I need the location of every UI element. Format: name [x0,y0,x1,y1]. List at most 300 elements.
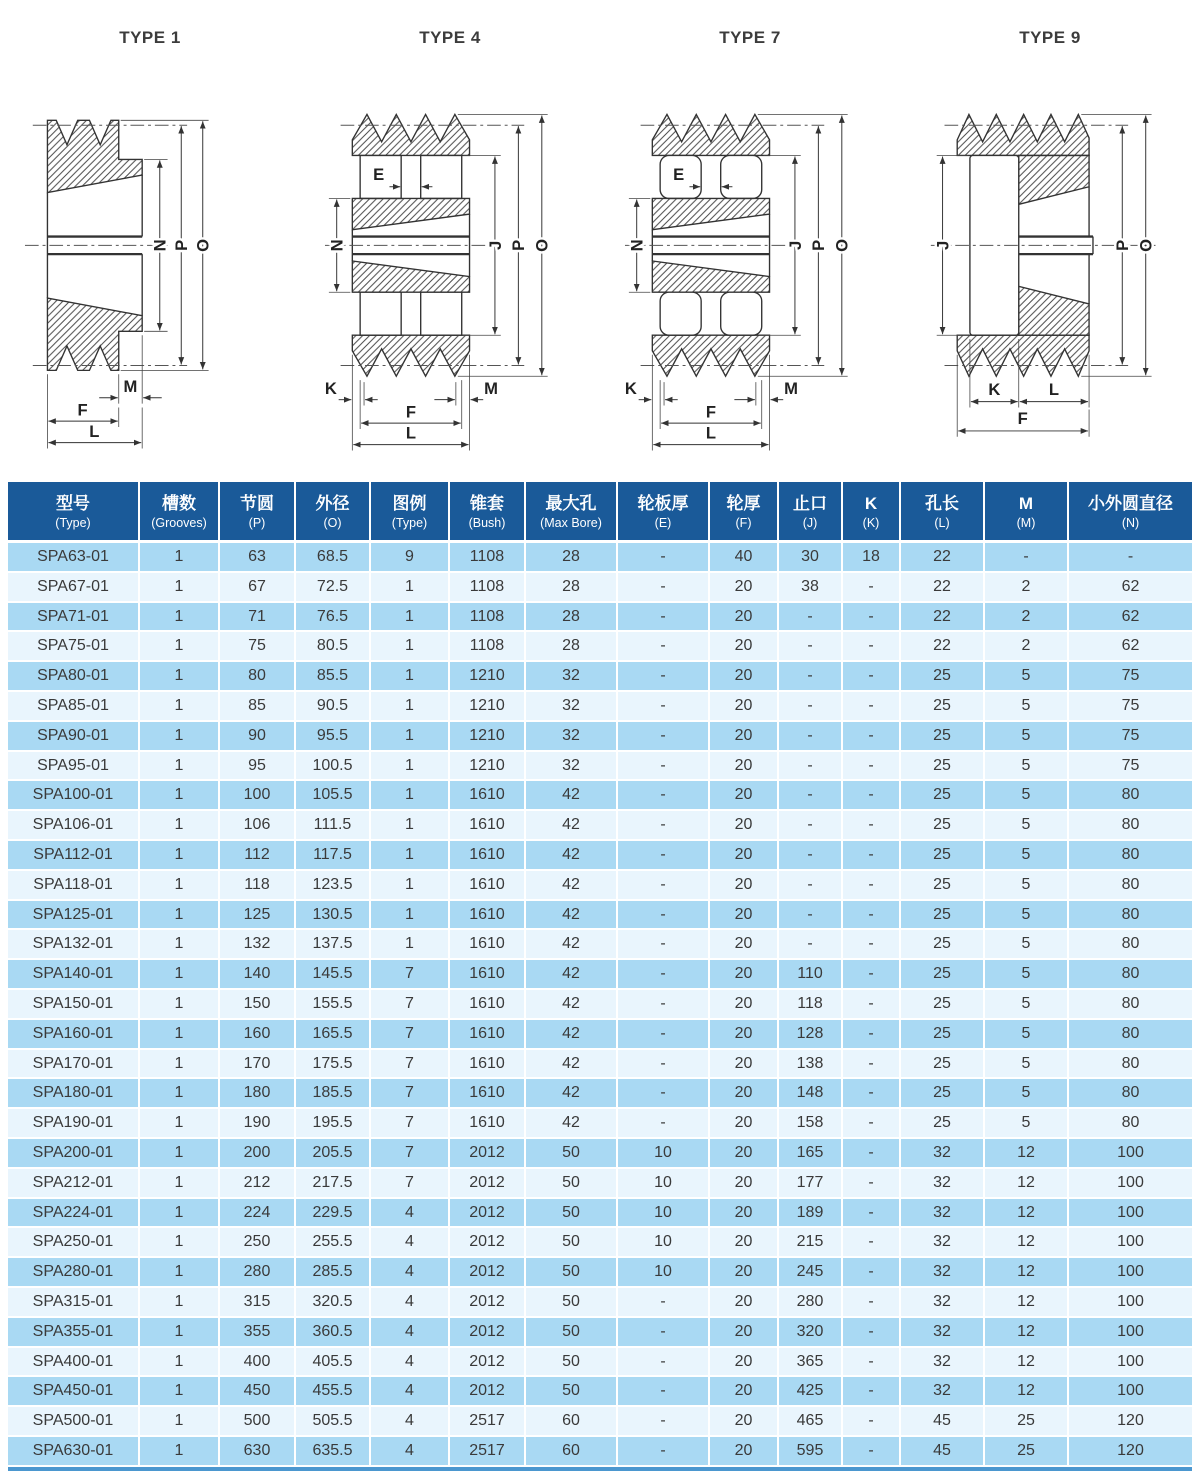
table-cell: 224 [220,1199,296,1229]
table-cell: 400 [220,1348,296,1378]
table-cell: - [618,960,710,990]
col-header-m: M (M) [985,482,1069,543]
table-cell: 5 [985,1079,1069,1109]
spec-table-body [8,543,1192,1467]
table-cell: 100 [1069,1258,1192,1288]
table-cell: 1610 [450,1079,526,1109]
table-cell: - [843,871,901,901]
table-cell: 1210 [450,692,526,722]
table-cell: 20 [710,662,779,692]
table-cell: 40 [710,543,779,573]
table-row [8,1199,1192,1229]
table-cell: 1210 [450,752,526,782]
table-cell: 1 [140,722,220,752]
table-cell: 1 [140,1258,220,1288]
table-cell: 2 [985,632,1069,662]
table-cell: 90 [220,722,296,752]
table-cell: 200 [220,1139,296,1169]
table-cell: 32 [526,752,618,782]
table-cell: 100 [220,781,296,811]
diagram-title: TYPE 7 [719,28,781,47]
table-cell: - [779,901,843,931]
table-cell: 45 [901,1437,985,1467]
table-cell: - [618,841,710,871]
table-cell: 2012 [450,1288,526,1318]
table-cell: 190 [220,1109,296,1139]
table-cell: 1 [140,1109,220,1139]
col-header-max-bore: 最大孔 (Max Bore) [526,482,618,543]
table-cell: 1 [371,603,450,633]
table-cell: SPA118-01 [8,871,140,901]
table-cell: 123.5 [296,871,371,901]
table-cell: 112 [220,841,296,871]
table-cell: 20 [710,603,779,633]
table-cell: - [843,752,901,782]
diagram-title: TYPE 1 [119,28,181,47]
table-cell: SPA190-01 [8,1109,140,1139]
table-cell: 42 [526,901,618,931]
col-header-grooves: 槽数 (Grooves) [140,482,220,543]
table-cell: 5 [985,811,1069,841]
table-cell: 75 [1069,752,1192,782]
table-cell: 1610 [450,781,526,811]
table-cell: 95 [220,752,296,782]
table-cell: - [843,573,901,603]
table-cell: 12 [985,1228,1069,1258]
spec-table-header [8,482,1192,543]
table-cell: - [843,1318,901,1348]
table-cell: SPA85-01 [8,692,140,722]
table-cell: 60 [526,1407,618,1437]
table-cell: - [618,1437,710,1467]
table-cell: 1 [140,1139,220,1169]
diagram-strip [0,0,1200,482]
table-cell: 280 [779,1288,843,1318]
table-cell: 4 [371,1407,450,1437]
table-cell: 1 [140,1318,220,1348]
table-cell: 10 [618,1199,710,1229]
table-cell: 450 [220,1377,296,1407]
table-cell: - [618,1020,710,1050]
table-cell: 1 [140,662,220,692]
table-row [8,930,1192,960]
table-cell: 4 [371,1377,450,1407]
table-cell: - [843,781,901,811]
table-cell: 132 [220,930,296,960]
table-cell: 1 [140,632,220,662]
table-cell: 1610 [450,960,526,990]
table-cell: 1610 [450,1020,526,1050]
table-cell: 138 [779,1050,843,1080]
table-cell: SPA315-01 [8,1288,140,1318]
table-cell: 1 [140,1437,220,1467]
dim-label-o: O [193,238,213,252]
dim-label-j: J [485,240,505,250]
dim-label-e: E [373,164,385,184]
table-cell: 80 [1069,811,1192,841]
dim-label-l: L [89,421,100,441]
table-cell: SPA125-01 [8,901,140,931]
table-cell: 12 [985,1288,1069,1318]
table-cell: 20 [710,1377,779,1407]
table-cell: 1 [140,543,220,573]
table-row [8,871,1192,901]
col-header-pitch-dia: 节圆 (P) [220,482,296,543]
table-cell: 120 [1069,1407,1192,1437]
table-cell: 62 [1069,573,1192,603]
table-cell: 5 [985,1020,1069,1050]
table-cell: 1108 [450,543,526,573]
table-cell: 105.5 [296,781,371,811]
type7-drawing [610,50,890,470]
table-cell: 1610 [450,811,526,841]
table-cell: 25 [901,901,985,931]
table-cell: 25 [901,722,985,752]
table-cell: - [1069,543,1192,573]
table-cell: 137.5 [296,930,371,960]
table-row [8,603,1192,633]
table-cell: 177 [779,1169,843,1199]
table-cell: 405.5 [296,1348,371,1378]
table-cell: SPA106-01 [8,811,140,841]
table-cell: 1 [140,1288,220,1318]
table-cell: 229.5 [296,1199,371,1229]
table-cell: 1 [140,781,220,811]
diagram-type1 [0,24,300,482]
table-cell: 455.5 [296,1377,371,1407]
table-cell: 20 [710,1199,779,1229]
table-row [8,573,1192,603]
table-cell: 20 [710,930,779,960]
table-cell: SPA355-01 [8,1318,140,1348]
table-cell: 28 [526,632,618,662]
table-cell: 100 [1069,1348,1192,1378]
table-cell: 12 [985,1169,1069,1199]
table-cell: 63 [220,543,296,573]
table-cell: 1 [140,1020,220,1050]
table-cell: 148 [779,1079,843,1109]
table-cell: 205.5 [296,1139,371,1169]
table-cell: - [618,1288,710,1318]
table-cell: - [618,811,710,841]
table-cell: 20 [710,1169,779,1199]
table-row [8,1020,1192,1050]
table-cell: - [843,692,901,722]
dim-label-o: O [832,238,852,252]
table-cell: 50 [526,1169,618,1199]
table-row [8,632,1192,662]
table-cell: - [843,1258,901,1288]
table-cell: 20 [710,1318,779,1348]
table-cell: 12 [985,1139,1069,1169]
table-cell: 4 [371,1437,450,1467]
table-cell: SPA140-01 [8,960,140,990]
table-cell: 50 [526,1139,618,1169]
table-cell: 1 [140,841,220,871]
table-cell: 80 [1069,841,1192,871]
dim-label-p: P [809,239,829,251]
table-cell: SPA67-01 [8,573,140,603]
table-cell: 9 [371,543,450,573]
table-cell: 20 [710,1079,779,1109]
table-row [8,1109,1192,1139]
col-header-figure-type: 图例 (Type) [371,482,450,543]
table-cell: 32 [901,1377,985,1407]
table-cell: 500 [220,1407,296,1437]
dim-label-p: P [1113,239,1133,251]
dim-label-j: J [933,240,953,250]
table-cell: 22 [901,543,985,573]
table-cell: 505.5 [296,1407,371,1437]
table-cell: 180 [220,1079,296,1109]
table-cell: - [779,722,843,752]
table-cell: 20 [710,752,779,782]
table-cell: 1 [371,871,450,901]
table-cell: - [779,781,843,811]
table-cell: 7 [371,1109,450,1139]
table-cell: 42 [526,1020,618,1050]
table-cell: 42 [526,1079,618,1109]
table-cell: 25 [901,662,985,692]
table-cell: 4 [371,1348,450,1378]
table-cell: 32 [901,1258,985,1288]
table-row [8,811,1192,841]
table-cell: 2012 [450,1169,526,1199]
dim-label-f: F [405,402,417,422]
table-cell: 4 [371,1288,450,1318]
table-cell: 1 [140,871,220,901]
table-cell: 1 [140,1050,220,1080]
table-cell: 45 [901,1407,985,1437]
dim-label-p: P [172,239,192,251]
table-cell: 2012 [450,1348,526,1378]
table-cell: SPA212-01 [8,1169,140,1199]
table-cell: 20 [710,871,779,901]
table-row [8,752,1192,782]
table-cell: 1 [140,990,220,1020]
dim-label-p: P [509,239,529,251]
table-cell: 130.5 [296,901,371,931]
table-cell: 25 [901,1109,985,1139]
table-cell: 117.5 [296,841,371,871]
table-cell: 212 [220,1169,296,1199]
table-cell: 2012 [450,1139,526,1169]
table-cell: 20 [710,841,779,871]
table-cell: 20 [710,1437,779,1467]
table-cell: 20 [710,573,779,603]
table-cell: 2012 [450,1318,526,1348]
table-cell: SPA160-01 [8,1020,140,1050]
table-cell: 22 [901,573,985,603]
dim-label-k: K [988,379,1001,399]
table-cell: SPA80-01 [8,662,140,692]
table-cell: - [843,1050,901,1080]
table-cell: 118 [220,871,296,901]
table-cell: 120 [1069,1437,1192,1467]
table-cell: 42 [526,811,618,841]
col-header-web-thickness: 轮板厚 (E) [618,482,710,543]
table-cell: 1 [371,662,450,692]
table-cell: 5 [985,930,1069,960]
col-header-bore-length: 孔长 (L) [901,482,985,543]
table-cell: 1 [140,692,220,722]
table-cell: 80.5 [296,632,371,662]
table-cell: 32 [526,662,618,692]
table-cell: SPA71-01 [8,603,140,633]
table-cell: - [843,960,901,990]
dim-label-k: K [324,378,337,398]
table-cell: 100.5 [296,752,371,782]
table-cell: 250 [220,1228,296,1258]
table-cell: 50 [526,1377,618,1407]
table-row [8,1407,1192,1437]
diagram-title: TYPE 9 [1019,28,1081,47]
dim-label-f: F [1017,409,1028,429]
table-cell: 60 [526,1437,618,1467]
table-cell: 42 [526,930,618,960]
table-cell: - [618,1348,710,1378]
table-row [8,1318,1192,1348]
table-cell: 1108 [450,573,526,603]
table-cell: 320 [779,1318,843,1348]
table-cell: 145.5 [296,960,371,990]
table-row [8,1258,1192,1288]
table-cell: 80 [1069,1050,1192,1080]
table-cell: 1 [140,1377,220,1407]
table-row [8,722,1192,752]
table-cell: 10 [618,1139,710,1169]
table-cell: 50 [526,1228,618,1258]
table-cell: 32 [901,1348,985,1378]
table-cell: 38 [779,573,843,603]
dim-label-l: L [705,423,717,443]
table-cell: 7 [371,1050,450,1080]
table-cell: 4 [371,1199,450,1229]
table-cell: - [618,990,710,1020]
table-cell: 595 [779,1437,843,1467]
table-cell: 100 [1069,1377,1192,1407]
table-cell: 32 [901,1199,985,1229]
table-row [8,543,1192,573]
table-cell: 12 [985,1318,1069,1348]
dim-label-m: M [484,378,498,398]
table-cell: 20 [710,781,779,811]
table-cell: 1 [140,901,220,931]
table-cell: 80 [1069,1020,1192,1050]
table-cell: 189 [779,1199,843,1229]
table-row [8,692,1192,722]
table-cell: - [618,722,710,752]
table-cell: - [779,692,843,722]
table-cell: 1 [371,901,450,931]
table-cell: 32 [901,1228,985,1258]
table-cell: SPA63-01 [8,543,140,573]
table-cell: 25 [901,811,985,841]
table-cell: 2012 [450,1199,526,1229]
col-header-wheel-thickness: 轮厚 (F) [710,482,779,543]
table-cell: - [618,752,710,782]
table-cell: - [843,1169,901,1199]
table-cell: 170 [220,1050,296,1080]
table-cell: - [779,871,843,901]
table-cell: - [618,871,710,901]
table-cell: 95.5 [296,722,371,752]
table-cell: 12 [985,1258,1069,1288]
table-cell: 20 [710,811,779,841]
table-cell: 80 [1069,1079,1192,1109]
table-cell: 285.5 [296,1258,371,1288]
table-cell: - [779,662,843,692]
table-cell: 165.5 [296,1020,371,1050]
table-cell: SPA100-01 [8,781,140,811]
table-cell: 1610 [450,841,526,871]
table-cell: 50 [526,1318,618,1348]
table-cell: - [779,752,843,782]
table-cell: 25 [985,1407,1069,1437]
table-cell: 25 [901,692,985,722]
table-cell: SPA90-01 [8,722,140,752]
table-cell: SPA224-01 [8,1199,140,1229]
spec-table [8,482,1192,1467]
table-cell: - [843,901,901,931]
table-cell: 280 [220,1258,296,1288]
table-cell: 1 [140,603,220,633]
dim-label-n: N [150,239,170,252]
table-cell: 100 [1069,1139,1192,1169]
table-cell: - [843,990,901,1020]
table-cell: - [618,1377,710,1407]
dim-label-e: E [673,164,685,184]
table-cell: 20 [710,1407,779,1437]
diagram-type7 [600,24,900,482]
table-cell: 1210 [450,722,526,752]
table-cell: 50 [526,1348,618,1378]
table-cell: 25 [901,960,985,990]
table-cell: 7 [371,960,450,990]
table-bottom-border [8,1467,1192,1471]
table-cell: - [843,1288,901,1318]
table-cell: 42 [526,990,618,1020]
table-cell: 25 [901,871,985,901]
table-cell: - [843,1139,901,1169]
table-cell: 76.5 [296,603,371,633]
table-cell: 25 [901,841,985,871]
table-cell: 1 [371,841,450,871]
table-cell: - [618,632,710,662]
table-cell: 125 [220,901,296,931]
table-cell: - [618,662,710,692]
table-cell: - [985,543,1069,573]
table-cell: - [843,1199,901,1229]
table-cell: SPA75-01 [8,632,140,662]
table-cell: 158 [779,1109,843,1139]
table-cell: SPA180-01 [8,1079,140,1109]
table-cell: 1610 [450,901,526,931]
dim-label-l: L [1048,379,1059,399]
table-cell: 25 [901,930,985,960]
table-cell: - [618,692,710,722]
table-cell: 50 [526,1288,618,1318]
table-cell: 1610 [450,871,526,901]
dim-label-k: K [624,378,637,398]
table-row [8,960,1192,990]
table-cell: SPA250-01 [8,1228,140,1258]
table-cell: 1210 [450,662,526,692]
col-header-model: 型号 (Type) [8,482,140,543]
table-cell: 25 [901,781,985,811]
table-cell: 20 [710,722,779,752]
table-cell: 42 [526,781,618,811]
